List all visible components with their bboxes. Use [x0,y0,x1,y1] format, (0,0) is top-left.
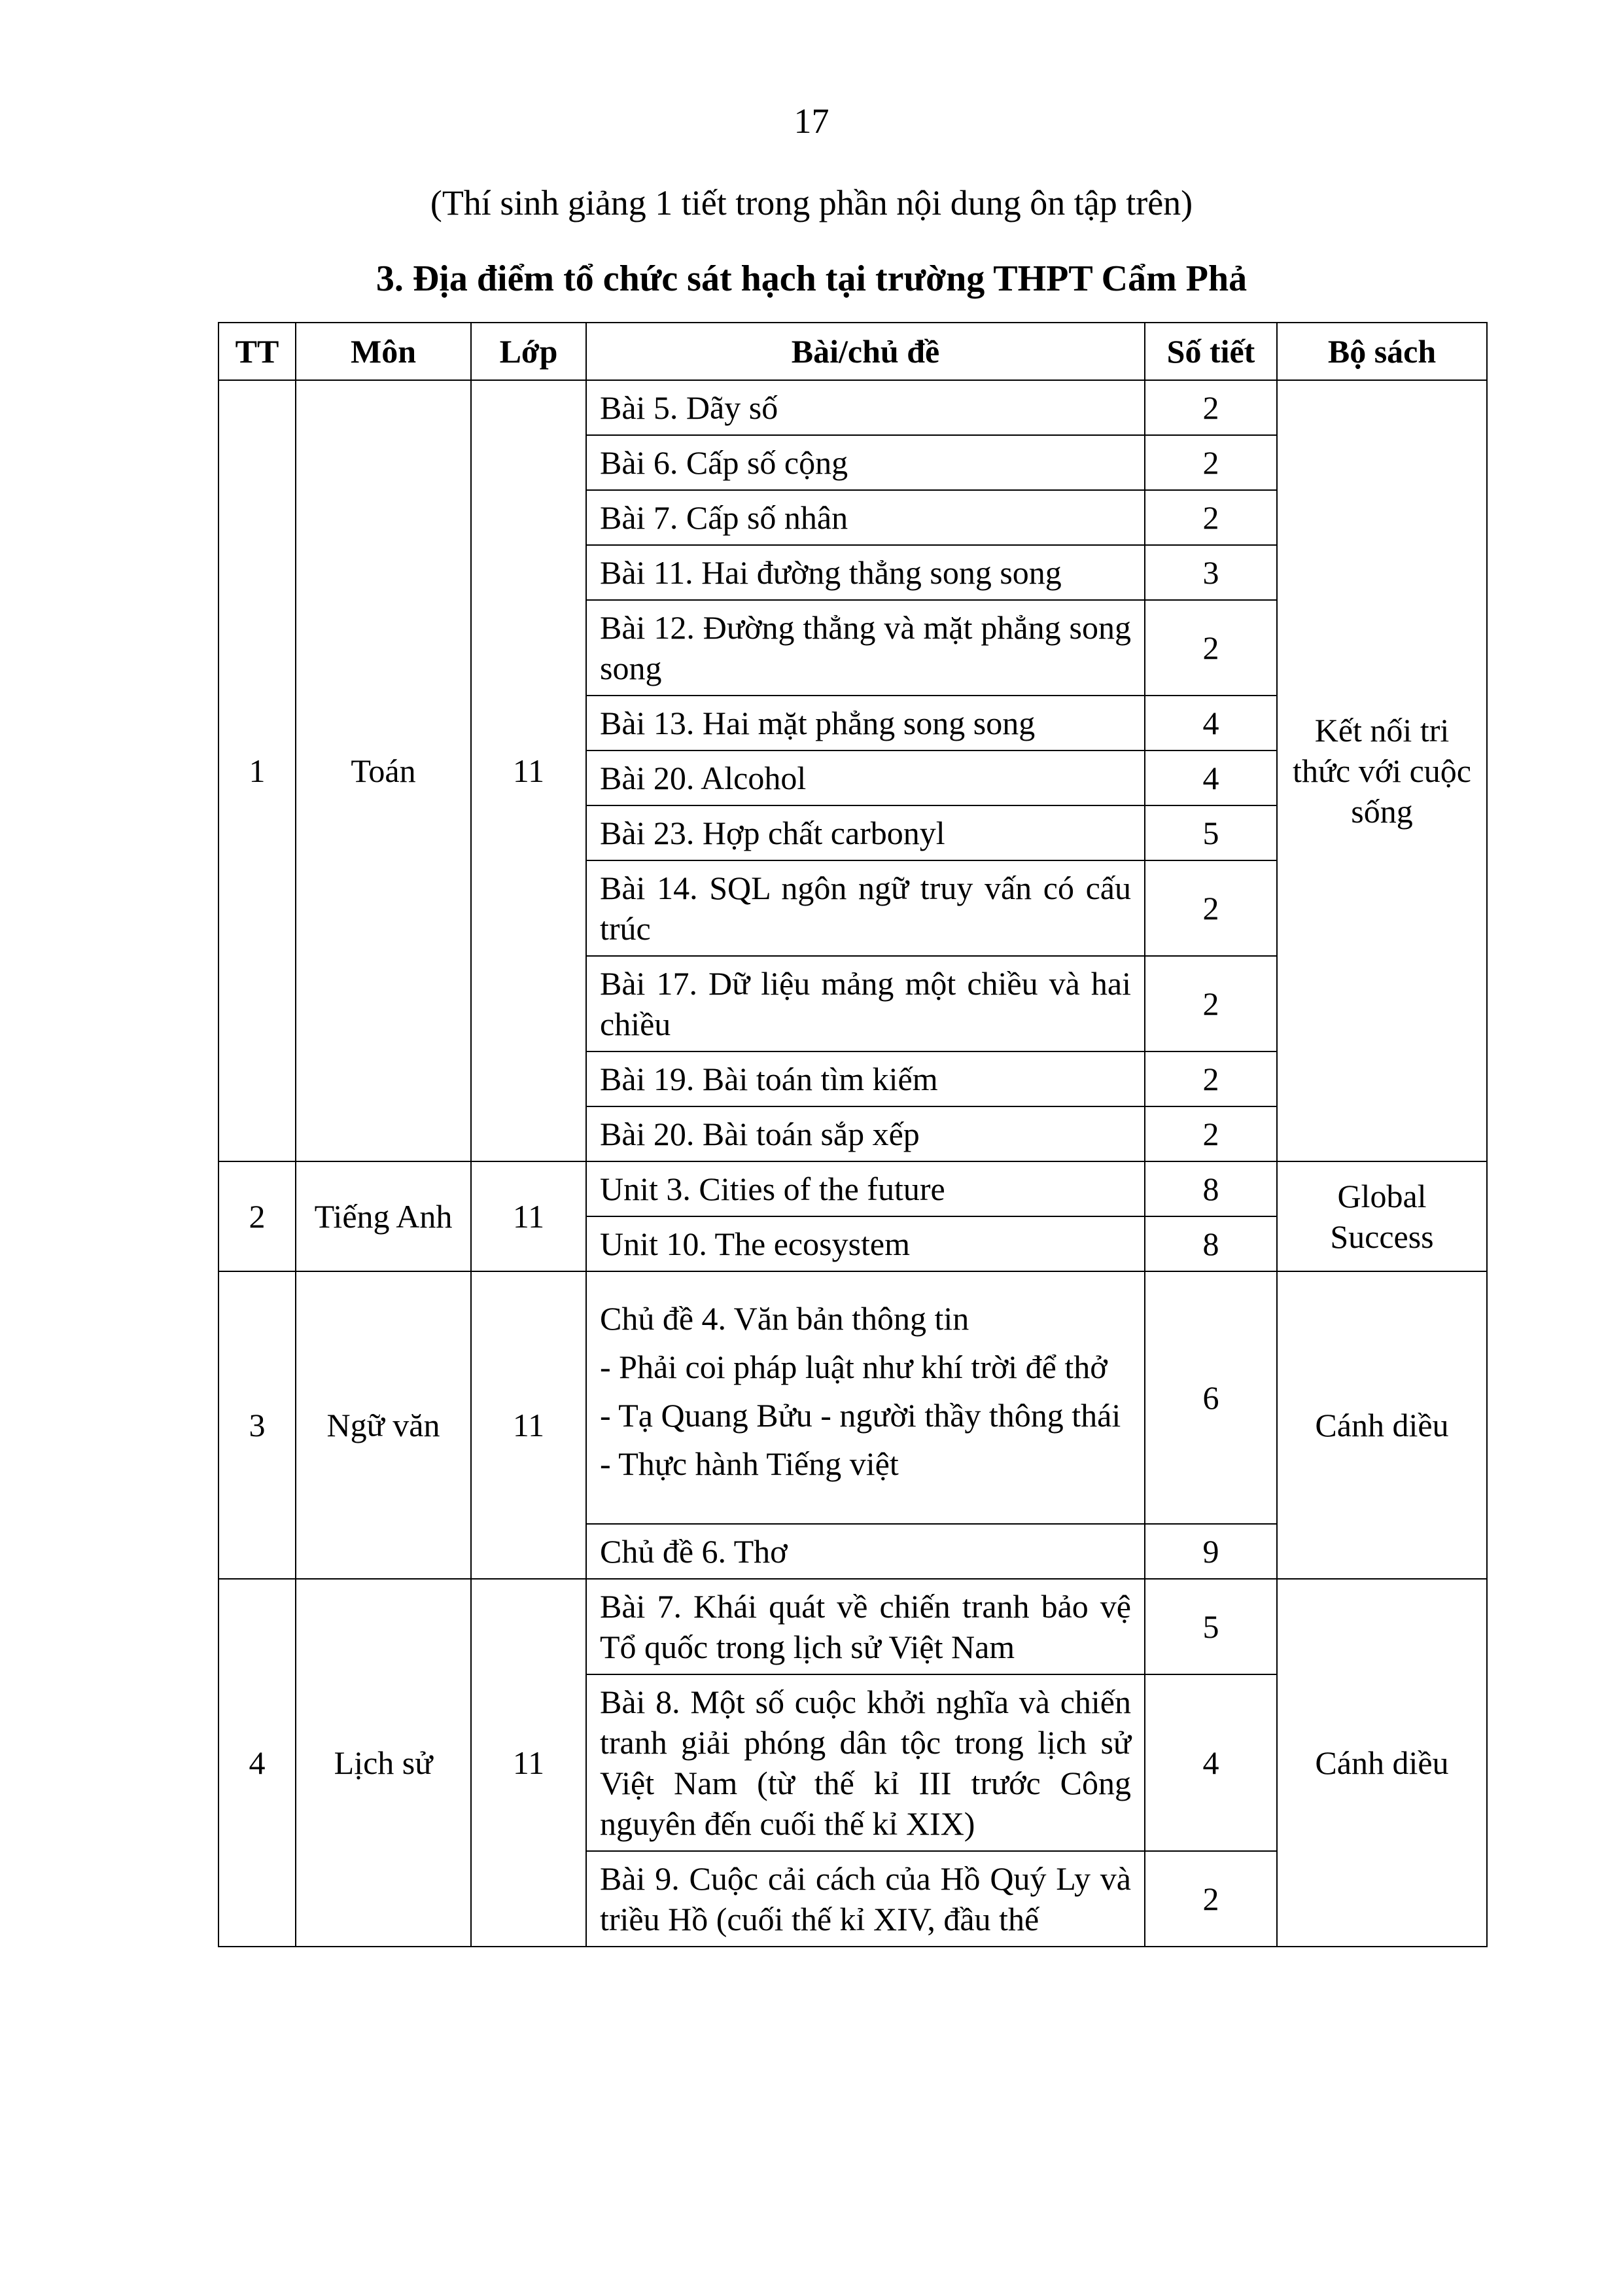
schedule-table [218,322,1488,1947]
periods-cell: 2 [1145,490,1277,545]
periods-cell: 6 [1145,1271,1277,1524]
lesson-cell: Bài 5. Dãy số [586,380,1145,435]
group-tt: 1 [218,380,296,1161]
group-tt: 2 [218,1161,296,1271]
lesson-cell: Bài 20. Bài toán sắp xếp [586,1106,1145,1161]
header-tt: TT [218,323,296,380]
group-grade: 11 [471,1161,586,1271]
page-number: 17 [794,101,829,141]
header-lesson: Bài/chủ đề [586,323,1145,380]
lesson-cell: Bài 8. Một số cuộc khởi nghĩa và chiến tranh giải phóng dân tộc trong lịch sử Việt Nam (từ thế kỉ III trước Công nguyên đến cuối thế kỉ XIX) [586,1674,1145,1851]
header-periods: Số tiết [1145,323,1277,380]
table-row [218,1161,1487,1216]
group-subject: Lịch sử [296,1579,471,1947]
periods-cell: 5 [1145,805,1277,860]
periods-cell: 2 [1145,1851,1277,1947]
table-row [218,1271,1487,1524]
table-row [218,380,1487,435]
section-title: 3. Địa điểm tổ chức sát hạch tại trường THPT Cẩm Phả [375,258,1248,299]
header-subject: Môn [296,323,471,380]
periods-cell: 2 [1145,380,1277,435]
lesson-cell: Bài 9. Cuộc cải cách của Hồ Quý Ly và triều Hồ (cuối thế kỉ XIV, đầu thế [586,1851,1145,1947]
group-tt: 4 [218,1579,296,1947]
lesson-cell: Bài 13. Hai mặt phẳng song song [586,696,1145,751]
lesson-cell: Bài 7. Cấp số nhân [586,490,1145,545]
periods-cell: 2 [1145,860,1277,956]
periods-cell: 3 [1145,545,1277,600]
periods-cell: 2 [1145,1051,1277,1106]
group-book: Global Success [1277,1161,1487,1271]
group-subject: Ngữ văn [296,1271,471,1579]
periods-cell: 2 [1145,1106,1277,1161]
topic-item: - Thực hành Tiếng việt [600,1445,899,1482]
periods-cell: 4 [1145,696,1277,751]
lesson-cell: Bài 6. Cấp số cộng [586,435,1145,490]
lesson-cell: Bài 12. Đường thẳng và mặt phẳng song song [586,600,1145,696]
lesson-cell: Bài 7. Khái quát về chiến tranh bảo vệ Tổ quốc trong lịch sử Việt Nam [586,1579,1145,1674]
topic-item: - Phải coi pháp luật như khí trời để thở [600,1349,1108,1385]
lesson-cell: Bài 11. Hai đường thẳng song song [586,545,1145,600]
group-book: Kết nối tri thức với cuộc sống [1277,380,1487,1161]
group-grade: 11 [471,1271,586,1579]
periods-cell: 8 [1145,1216,1277,1271]
note-text: (Thí sinh giảng 1 tiết trong phần nội dung ôn tập trên) [430,183,1193,222]
header-grade: Lớp [471,323,586,380]
group-book: Cánh diều [1277,1271,1487,1579]
lesson-cell: Bài 17. Dữ liệu mảng một chiều và hai chiều [586,956,1145,1051]
periods-cell: 4 [1145,1674,1277,1851]
lesson-cell: Unit 10. The ecosystem [586,1216,1145,1271]
group-grade: 11 [471,1579,586,1947]
lesson-cell: Bài 23. Hợp chất carbonyl [586,805,1145,860]
group-tt: 3 [218,1271,296,1579]
header-book: Bộ sách [1277,323,1487,380]
lesson-cell: Bài 14. SQL ngôn ngữ truy vấn có cấu trúc [586,860,1145,956]
lesson-cell: Unit 3. Cities of the future [586,1161,1145,1216]
lesson-cell: Chủ đề 6. Thơ [586,1524,1145,1579]
group-grade: 11 [471,380,586,1161]
lesson-cell: Bài 20. Alcohol [586,751,1145,805]
group-subject: Toán [296,380,471,1161]
lesson-cell [586,1271,1145,1524]
group-subject: Tiếng Anh [296,1161,471,1271]
periods-cell: 2 [1145,600,1277,696]
lesson-cell: Bài 19. Bài toán tìm kiếm [586,1051,1145,1106]
periods-cell: 8 [1145,1161,1277,1216]
periods-cell: 2 [1145,956,1277,1051]
group-book: Cánh diều [1277,1579,1487,1947]
periods-cell: 4 [1145,751,1277,805]
periods-cell: 2 [1145,435,1277,490]
topic-item: - Tạ Quang Bửu - người thầy thông thái [600,1397,1121,1434]
table-row [218,1579,1487,1674]
periods-cell: 5 [1145,1579,1277,1674]
table-header-row [218,323,1487,380]
periods-cell: 9 [1145,1524,1277,1579]
topic-title: Chủ đề 4. Văn bản thông tin [600,1300,969,1337]
